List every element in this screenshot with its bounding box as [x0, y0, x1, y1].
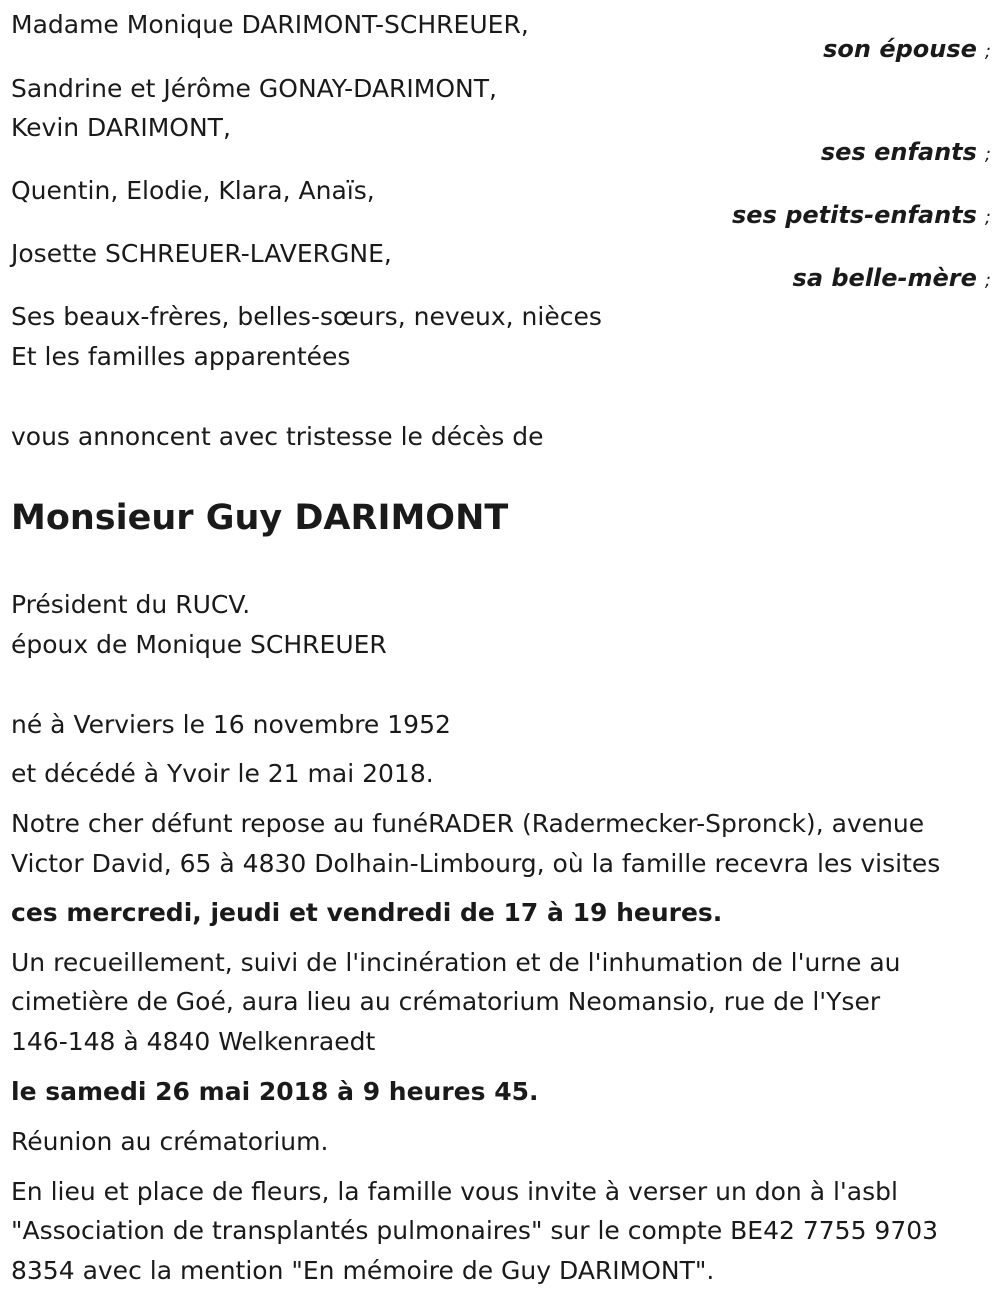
spouse-role — [823, 34, 991, 67]
ceremony-line-2: cimetière de Goé, aura lieu au crématorium Neomansio, rue de l'Yser — [11, 987, 881, 1016]
grandchildren-role-label: ses petits-enfants — [732, 201, 977, 229]
mother-in-law-name: Josette SCHREUER-LAVERGNE, — [11, 239, 392, 268]
children-role — [821, 137, 991, 170]
ceremony-line-1: Un recueillement, suivi de l'incinération et de l'inhumation de l'urne au — [11, 948, 901, 977]
extended-family-2: Et les familles apparentées — [11, 342, 351, 371]
death-line: et décédé à Yvoir le 21 mai 2018. — [11, 759, 434, 788]
role-separator: ; — [984, 41, 991, 62]
donation-line-1: En lieu et place de fleurs, la famille vous invite à verser un don à l'asbl — [11, 1177, 898, 1206]
repose-line-1: Notre cher défunt repose au funéRADER (Radermecker-Spronck), avenue — [11, 809, 925, 838]
deceased-name: Monsieur Guy DARIMONT — [11, 498, 509, 538]
deceased-title-2: époux de Monique SCHREUER — [11, 630, 387, 659]
spouse-role-label: son épouse — [823, 35, 977, 63]
repose-line-2: Victor David, 65 à 4830 Dolhain-Limbourg, où la famille recevra les visites — [11, 849, 941, 878]
grandchildren-names: Quentin, Elodie, Klara, Anaïs, — [11, 176, 375, 205]
donation-line-2: "Association de transplantés pulmonaires" sur le compte BE42 7755 9703 — [11, 1216, 939, 1245]
visits-schedule: ces mercredi, jeudi et vendredi de 17 à 19 heures. — [11, 898, 723, 927]
role-separator: ; — [984, 207, 991, 228]
child-name-1: Sandrine et Jérôme GONAY-DARIMONT, — [11, 74, 497, 103]
grandchildren-role — [732, 200, 991, 233]
ceremony-date: le samedi 26 mai 2018 à 9 heures 45. — [11, 1077, 539, 1106]
birth-line: né à Verviers le 16 novembre 1952 — [11, 710, 451, 739]
child-name-2: Kevin DARIMONT, — [11, 113, 231, 142]
mother-in-law-role-label: sa belle-mère — [792, 264, 977, 292]
donation-line-3: 8354 avec la mention "En mémoire de Guy DARIMONT". — [11, 1256, 715, 1285]
role-separator: ; — [984, 144, 991, 165]
mother-in-law-role — [793, 263, 991, 296]
extended-family-1: Ses beaux-frères, belles-sœurs, neveux, nièces — [11, 302, 602, 331]
announcement-intro: vous annoncent avec tristesse le décès de — [11, 422, 544, 451]
role-separator: ; — [984, 270, 991, 291]
reunion-line: Réunion au crématorium. — [11, 1127, 329, 1156]
spouse-name: Madame Monique DARIMONT-SCHREUER, — [11, 10, 529, 39]
deceased-title-1: Président du RUCV. — [11, 590, 251, 619]
children-role-label: ses enfants — [820, 138, 977, 166]
ceremony-line-3: 146-148 à 4840 Welkenraedt — [11, 1027, 376, 1056]
